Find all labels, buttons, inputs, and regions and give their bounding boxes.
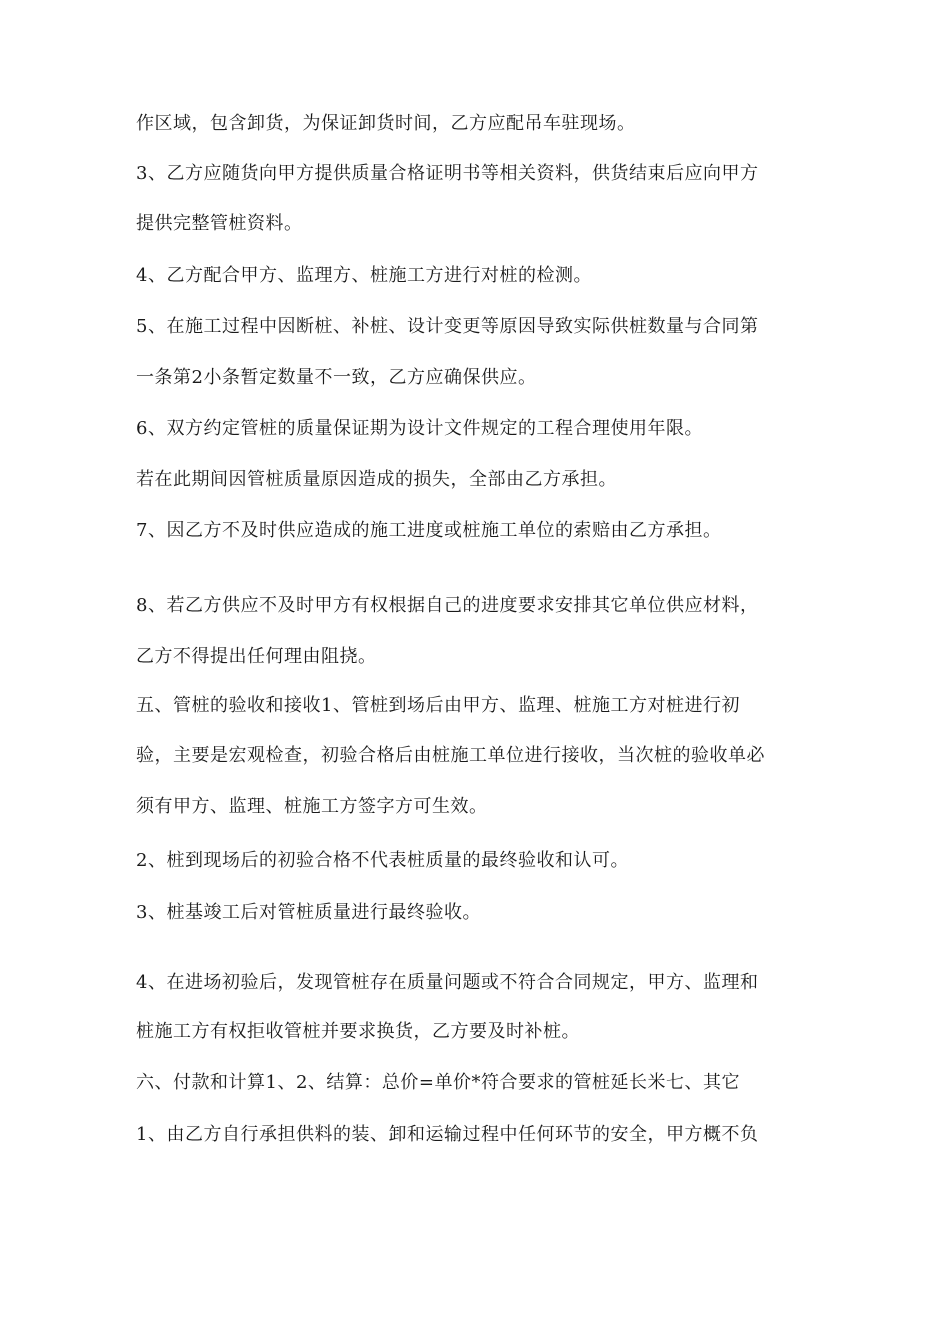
text-line: 3、桩基竣工后对管桩质量进行最终验收。 (136, 902, 481, 923)
text-line: 2、桩到现场后的初验合格不代表桩质量的最终验收和认可。 (136, 850, 629, 871)
text-line: 7、因乙方不及时供应造成的施工进度或桩施工单位的索赔由乙方承担。 (136, 520, 722, 541)
text-line: 3、乙方应随货向甲方提供质量合格证明书等相关资料，供货结束后应向甲方 (136, 163, 759, 184)
text-line: 若在此期间因管桩质量原因造成的损失，全部由乙方承担。 (136, 469, 617, 490)
text-line: 1、由乙方自行承担供料的装、卸和运输过程中任何环节的安全，甲方概不负 (136, 1124, 759, 1145)
text-line: 乙方不得提出任何理由阻挠。 (136, 646, 377, 667)
text-line: 提供完整管桩资料。 (136, 213, 303, 234)
text-line: 6、双方约定管桩的质量保证期为设计文件规定的工程合理使用年限。 (136, 418, 703, 439)
text-line: 验，主要是宏观检查，初验合格后由桩施工单位进行接收，当次桩的验收单必 (136, 745, 765, 766)
text-line: 须有甲方、监理、桩施工方签字方可生效。 (136, 796, 488, 817)
text-line: 4、乙方配合甲方、监理方、桩施工方进行对桩的检测。 (136, 265, 592, 286)
text-line: 桩施工方有权拒收管桩并要求换货，乙方要及时补桩。 (136, 1021, 580, 1042)
text-line: 五、管桩的验收和接收1、管桩到场后由甲方、监理、桩施工方对桩进行初 (136, 695, 740, 716)
text-line: 作区域，包含卸货，为保证卸货时间，乙方应配吊车驻现场。 (136, 113, 636, 134)
text-line: 4、在进场初验后，发现管桩存在质量问题或不符合合同规定，甲方、监理和 (136, 972, 759, 993)
text-line: 六、付款和计算1、2、结算：总价=单价*符合要求的管桩延长米七、其它 (136, 1072, 740, 1093)
text-line: 8、若乙方供应不及时甲方有权根据自己的进度要求安排其它单位供应材料， (136, 595, 759, 616)
text-line: 一条第2小条暂定数量不一致，乙方应确保供应。 (136, 367, 537, 388)
text-line: 5、在施工过程中因断桩、补桩、设计变更等原因导致实际供桩数量与合同第 (136, 316, 759, 337)
